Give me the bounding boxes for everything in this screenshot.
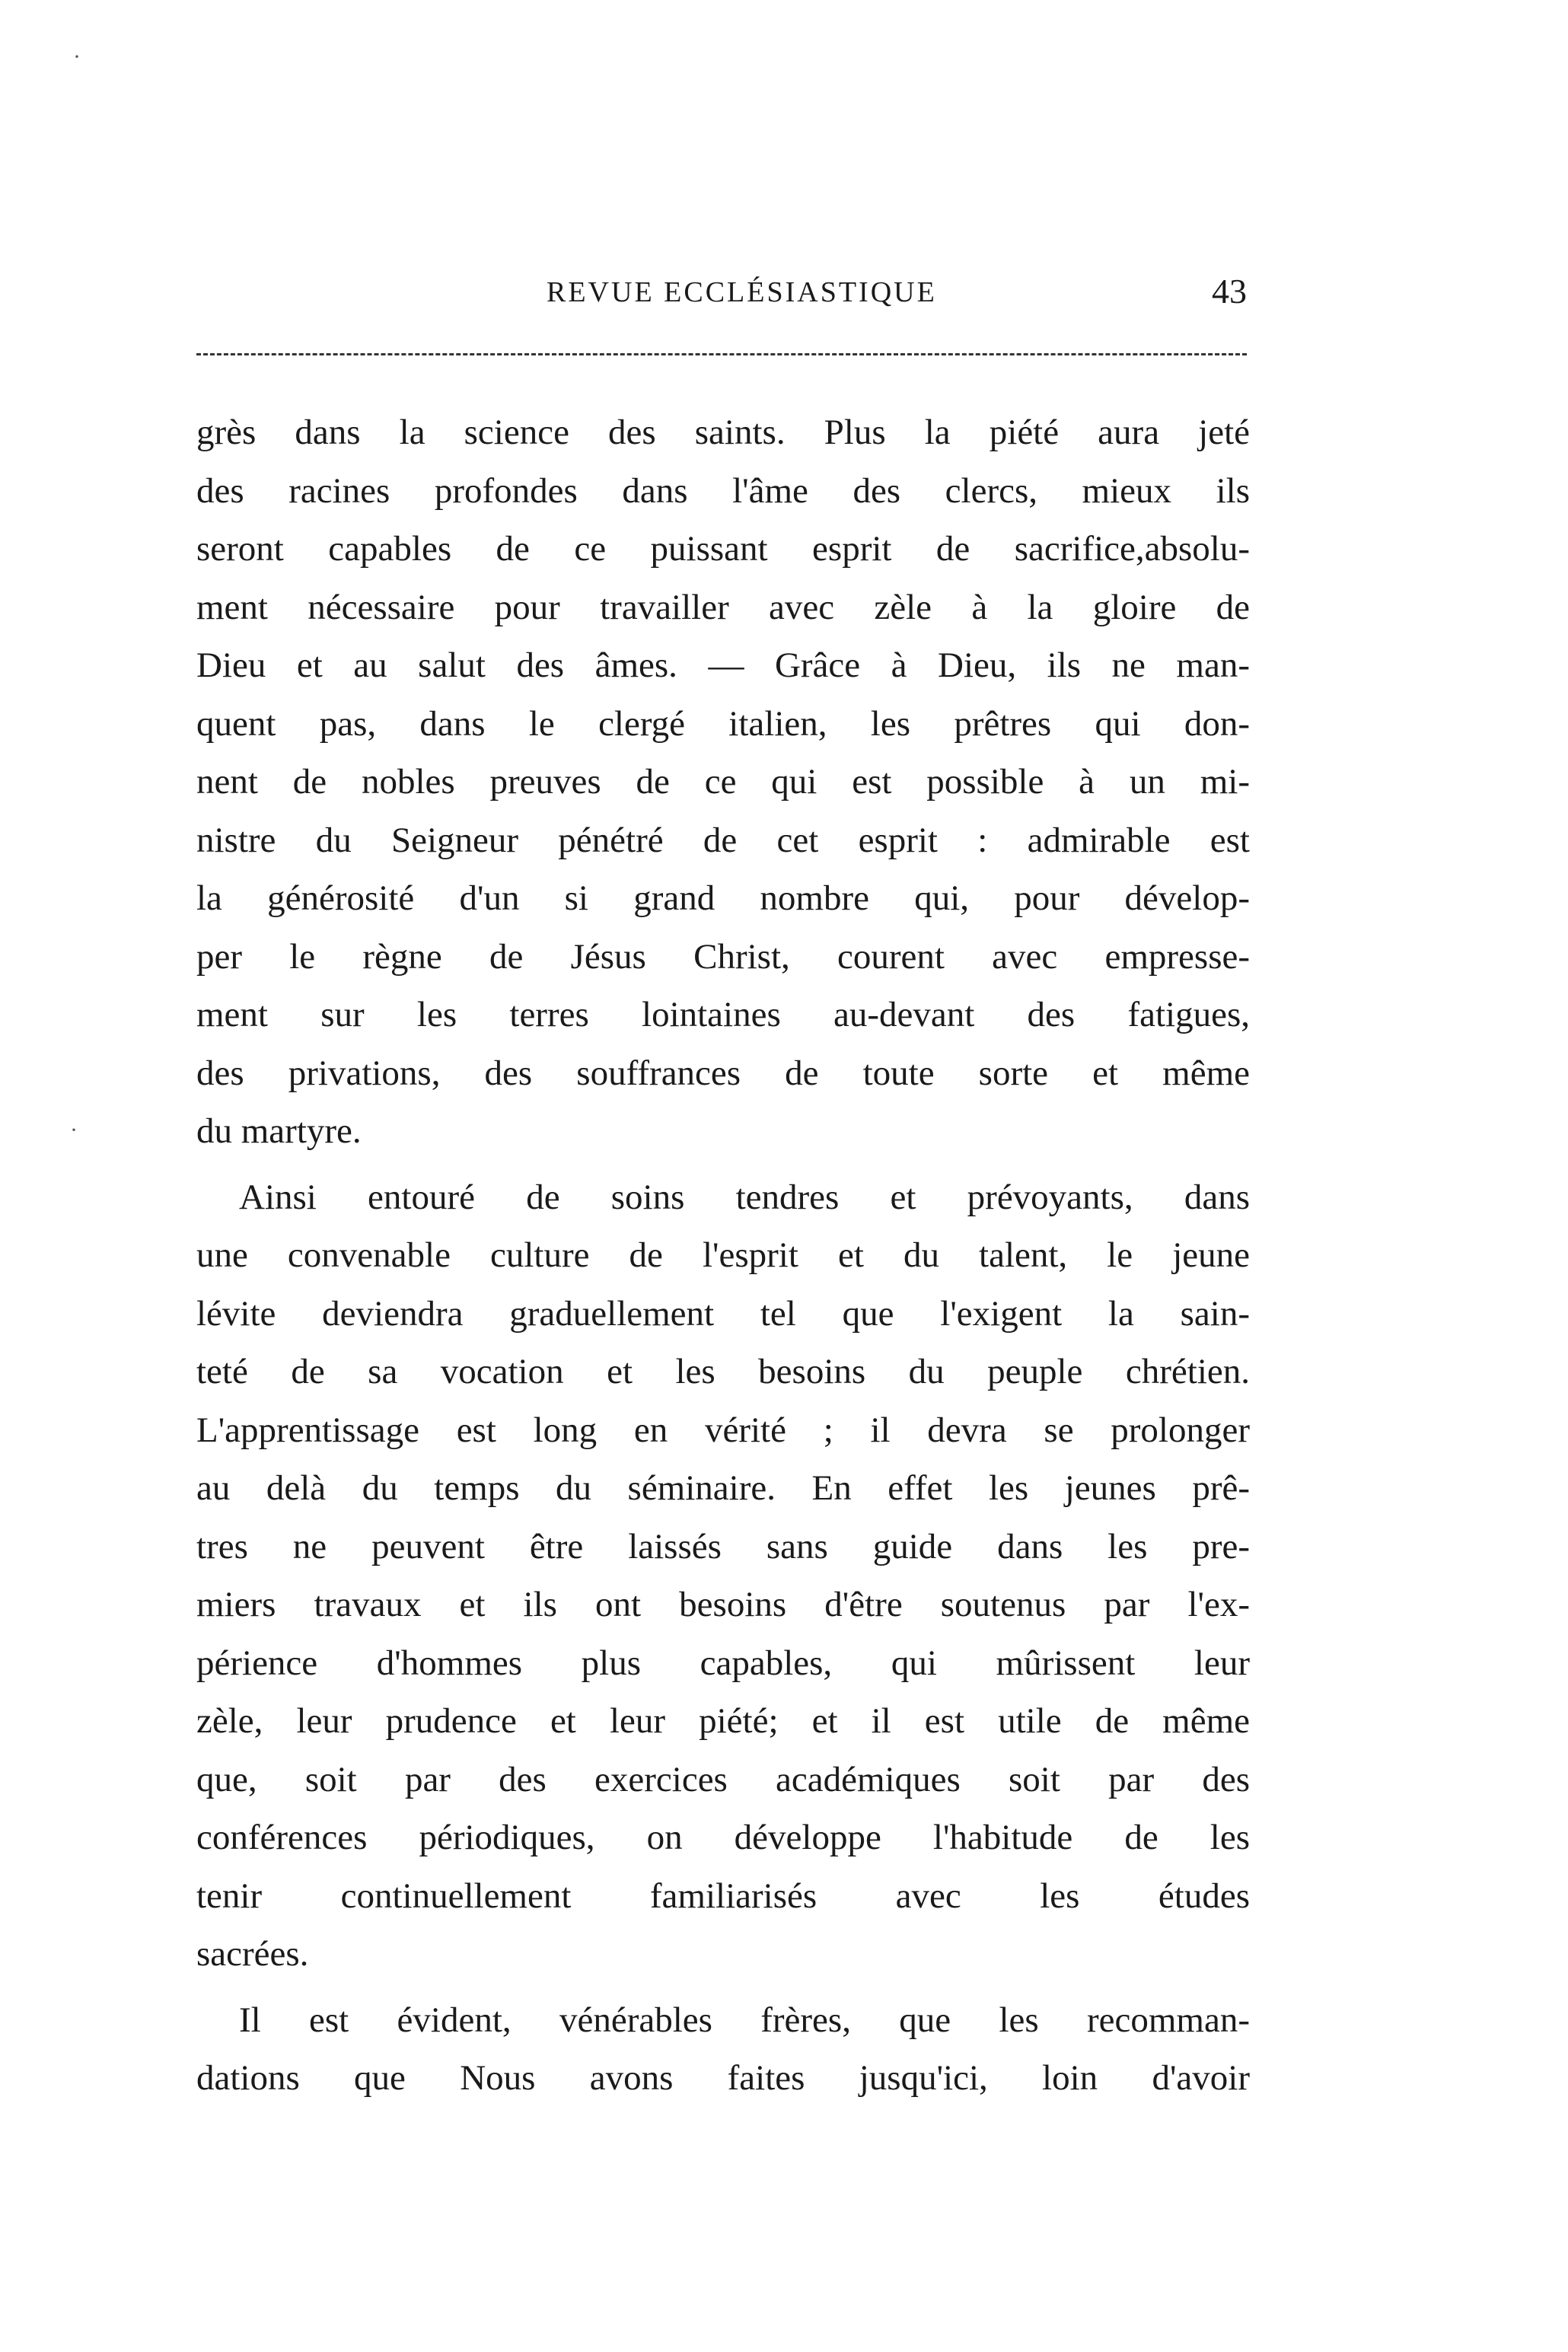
page-header (196, 271, 1247, 317)
body-text (196, 403, 1250, 2108)
page-number: 43 (1212, 272, 1247, 311)
text-line: Dieu et au salut des âmes. — Grâce à Dieu, ils ne man- (196, 645, 1250, 685)
paragraph (196, 403, 1250, 1161)
text-line: Ainsi entouré de soins tendres et prévoyants, dans (239, 1177, 1250, 1217)
paragraph (196, 1168, 1250, 1984)
text-line: nent de nobles preuves de ce qui est possible à un mi- (196, 762, 1250, 802)
text-line: nistre du Seigneur pénétré de cet esprit : admirable est (196, 820, 1250, 860)
text-line: zèle, leur prudence et leur piété; et il est utile de même (196, 1701, 1250, 1741)
text-line: tres ne peuvent être laissés sans guide dans les pre- (196, 1526, 1250, 1566)
text-line: quent pas, dans le clergé italien, les prêtres qui don- (196, 703, 1250, 744)
text-line: du martyre. (196, 1111, 362, 1151)
header-rule (196, 353, 1247, 355)
running-head: REVUE ECCLÉSIASTIQUE (547, 276, 937, 308)
margin-speck: · (73, 44, 81, 69)
text-line: ment sur les terres lointaines au-devant des fatigues, (196, 995, 1250, 1034)
text-line: grès dans la science des saints. Plus la piété aura jeté (196, 413, 1250, 452)
paragraph-gap (196, 1984, 1250, 1991)
text-line: per le règne de Jésus Christ, courent avec empresse- (196, 936, 1250, 977)
text-line: périence d'hommes plus capables, qui mûrissent leur (196, 1643, 1250, 1683)
text-line: L'apprentissage est long en vérité ; il devra se prolonger (196, 1410, 1250, 1450)
text-line: miers travaux et ils ont besoins d'être soutenus par l'ex- (196, 1585, 1250, 1624)
paragraph (196, 1991, 1250, 2108)
text-line: tenir continuellement familiarisés avec les études (196, 1876, 1250, 1916)
text-line: conférences périodiques, on développe l'habitude de les (196, 1818, 1250, 1857)
text-line: dations que Nous avons faites jusqu'ici, loin d'avoir (196, 2058, 1250, 2098)
text-line: sacrées. (196, 1934, 309, 1974)
paragraph-gap (196, 1161, 1250, 1168)
text-line: au delà du temps du séminaire. En effet les jeunes prê- (196, 1468, 1250, 1508)
text-line: la générosité d'un si grand nombre qui, pour dévelop- (196, 878, 1250, 918)
text-line: teté de sa vocation et les besoins du peuple chrétien. (196, 1352, 1250, 1391)
text-line: ment nécessaire pour travailler avec zèle à la gloire de (196, 587, 1250, 627)
text-line: lévite deviendra graduellement tel que l'exigent la sain- (196, 1293, 1250, 1334)
margin-speck: · (70, 1117, 78, 1143)
text-line: que, soit par des exercices académiques soit par des (196, 1759, 1250, 1799)
text-line: des racines profondes dans l'âme des clercs, mieux ils (196, 470, 1250, 511)
text-line: seront capables de ce puissant esprit de sacrifice,absolu- (196, 529, 1250, 569)
text-line: une convenable culture de l'esprit et du talent, le jeune (196, 1235, 1250, 1275)
text-line: Il est évident, vénérables frères, que les recomman- (239, 2000, 1250, 2040)
text-line: des privations, des souffrances de toute sorte et même (196, 1053, 1250, 1093)
